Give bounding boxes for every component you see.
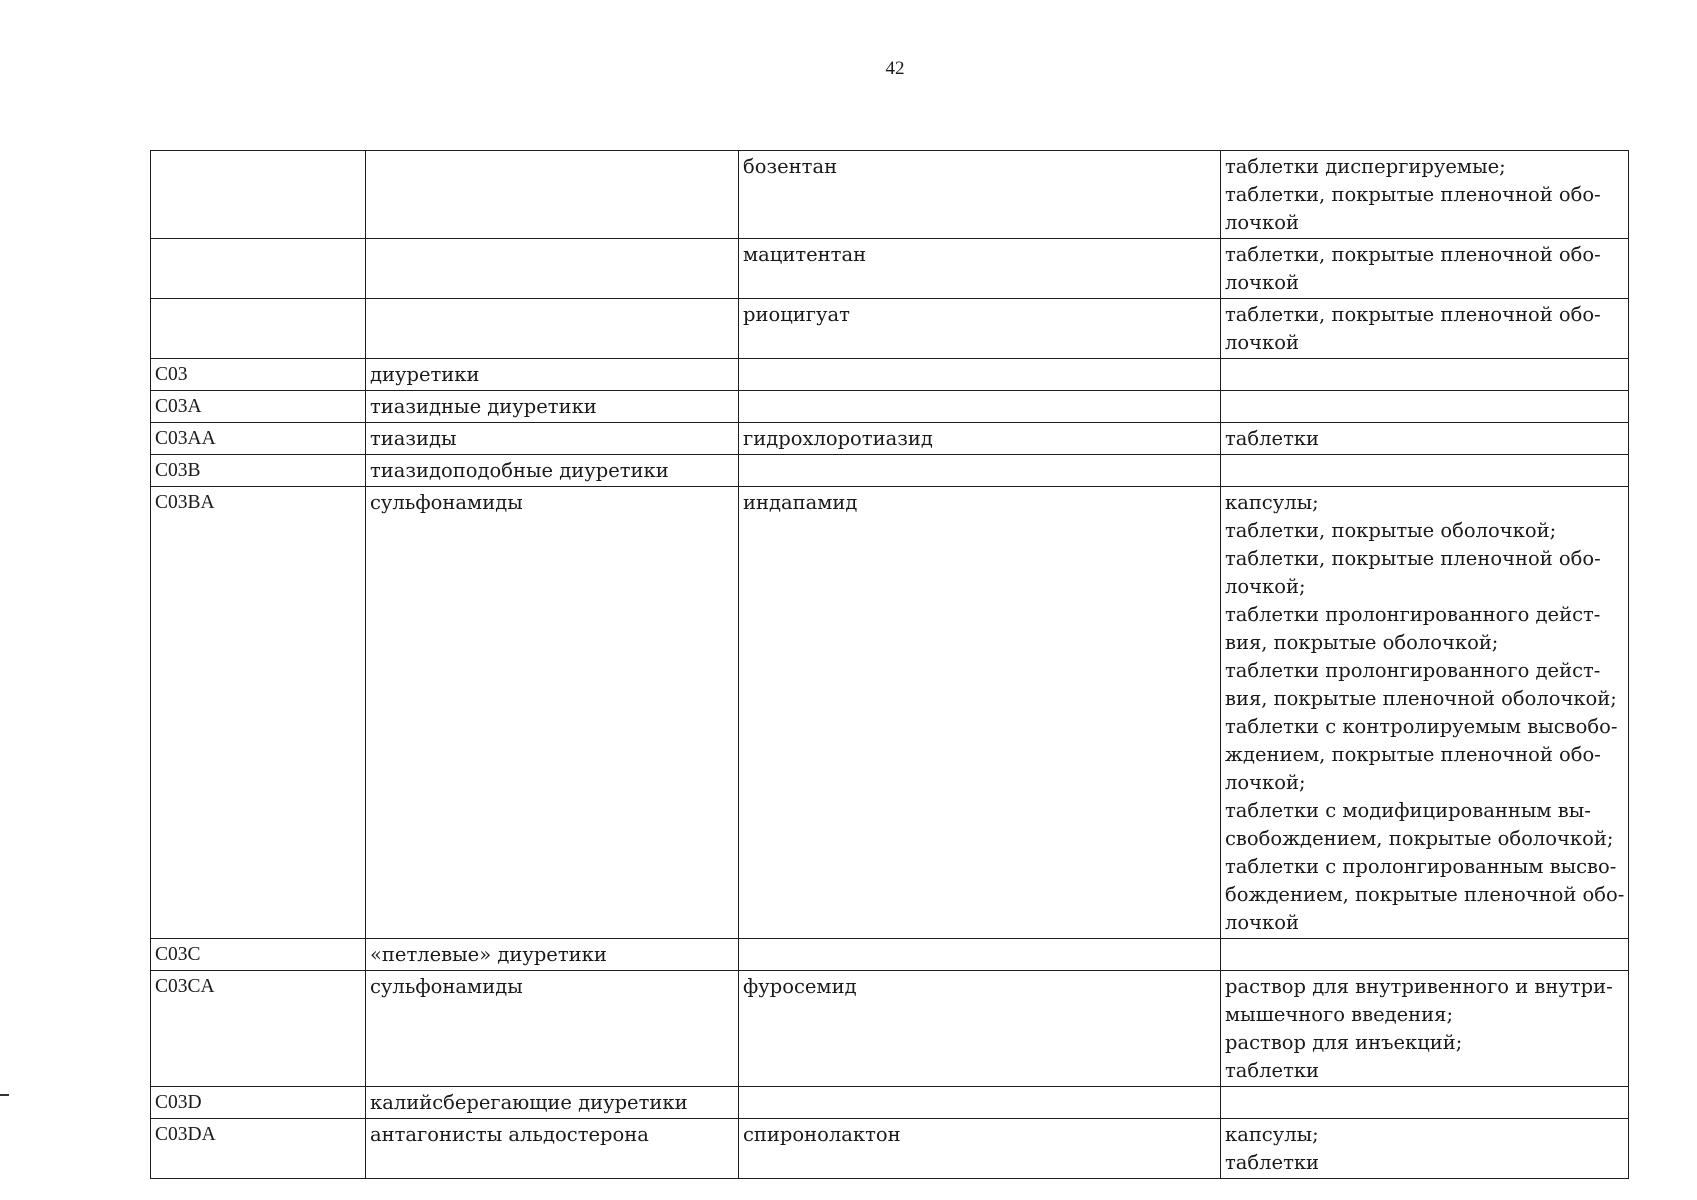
- table-row: [151, 487, 1629, 939]
- dosage-forms-cell: [1221, 1087, 1629, 1119]
- dosage-form-line: капсулы;: [1225, 491, 1319, 514]
- dosage-form-line: лочкой;: [1225, 771, 1306, 794]
- group-name-cell: сульфонамиды: [366, 971, 739, 1087]
- drug-name-cell: мацитентан: [739, 239, 1221, 299]
- table-row: [151, 299, 1629, 359]
- dosage-form-line: таблетки, покрытые пленочной обо-: [1225, 243, 1601, 266]
- dosage-forms-cell: [1221, 487, 1629, 939]
- dosage-form-line: таблетки с пролонгированным высво-: [1225, 855, 1617, 878]
- drug-name-cell: риоцигуат: [739, 299, 1221, 359]
- group-name-cell: антагонисты альдостерона: [366, 1119, 739, 1179]
- dosage-form-line: лочкой: [1225, 331, 1299, 354]
- table-row: [151, 1119, 1629, 1179]
- dosage-forms-cell: [1221, 239, 1629, 299]
- table-row: [151, 1087, 1629, 1119]
- dosage-form-line: таблетки пролонгированного дейст-: [1225, 603, 1601, 626]
- dosage-form-line: таблетки: [1225, 1059, 1320, 1082]
- margin-mark: [0, 1094, 9, 1096]
- dosage-form-line: мышечного введения;: [1225, 1003, 1454, 1026]
- dosage-forms-cell: [1221, 971, 1629, 1087]
- dosage-forms-cell: [1221, 391, 1629, 423]
- drug-name-cell: [739, 1087, 1221, 1119]
- page-number: 42: [885, 58, 905, 79]
- dosage-forms-cell: [1221, 299, 1629, 359]
- dosage-form-line: капсулы;: [1225, 1123, 1319, 1146]
- atc-code-cell: C03: [151, 359, 366, 391]
- group-name-cell: тиазидные диуретики: [366, 391, 739, 423]
- atc-code-cell: C03BA: [151, 487, 366, 939]
- drug-name-cell: [739, 391, 1221, 423]
- dosage-form-line: лочкой: [1225, 211, 1299, 234]
- dosage-form-line: таблетки, покрытые оболочкой;: [1225, 519, 1557, 542]
- atc-code-cell: C03C: [151, 939, 366, 971]
- group-name-cell: тиазидоподобные диуретики: [366, 455, 739, 487]
- group-name-cell: [366, 299, 739, 359]
- group-name-cell: тиазиды: [366, 423, 739, 455]
- table-row: [151, 151, 1629, 239]
- dosage-form-line: таблетки пролонгированного дейст-: [1225, 659, 1601, 682]
- dosage-form-line: таблетки, покрытые пленочной обо-: [1225, 547, 1601, 570]
- dosage-form-line: вия, покрытые оболочкой;: [1225, 631, 1499, 654]
- dosage-forms-cell: [1221, 423, 1629, 455]
- dosage-form-line: раствор для внутривенного и внутри-: [1225, 975, 1613, 998]
- dosage-form-line: таблетки с модифицированным вы-: [1225, 799, 1591, 822]
- drug-name-cell: [739, 359, 1221, 391]
- dosage-form-line: лочкой: [1225, 911, 1299, 934]
- table-row: [151, 391, 1629, 423]
- dosage-forms-cell: [1221, 939, 1629, 971]
- group-name-cell: [366, 239, 739, 299]
- dosage-form-line: ждением, покрытые пленочной обо-: [1225, 743, 1601, 766]
- dosage-form-line: таблетки, покрытые пленочной обо-: [1225, 303, 1601, 326]
- drug-name-cell: [739, 939, 1221, 971]
- group-name-cell: диуретики: [366, 359, 739, 391]
- table-row: [151, 239, 1629, 299]
- group-name-cell: «петлевые» диуретики: [366, 939, 739, 971]
- atc-code-cell: C03AA: [151, 423, 366, 455]
- atc-code-cell: [151, 239, 366, 299]
- atc-code-cell: C03B: [151, 455, 366, 487]
- drug-name-cell: [739, 455, 1221, 487]
- table-row: [151, 359, 1629, 391]
- atc-code-cell: C03D: [151, 1087, 366, 1119]
- table-row: [151, 971, 1629, 1087]
- dosage-form-line: лочкой: [1225, 271, 1299, 294]
- dosage-forms-cell: [1221, 359, 1629, 391]
- group-name-cell: [366, 151, 739, 239]
- dosage-form-line: лочкой;: [1225, 575, 1306, 598]
- dosage-form-line: свобождением, покрытые оболочкой;: [1225, 827, 1614, 850]
- group-name-cell: калийсберегающие диуретики: [366, 1087, 739, 1119]
- dosage-form-line: таблетки с контролируемым высвобо-: [1225, 715, 1618, 738]
- drug-name-cell: спиронолактон: [739, 1119, 1221, 1179]
- atc-code-cell: [151, 299, 366, 359]
- drug-name-cell: фуросемид: [739, 971, 1221, 1087]
- dosage-form-line: таблетки диспергируемые;: [1225, 155, 1506, 178]
- group-name-cell: сульфонамиды: [366, 487, 739, 939]
- drug-table: [150, 150, 1629, 1179]
- dosage-form-line: таблетки, покрытые пленочной обо-: [1225, 183, 1601, 206]
- dosage-forms-cell: [1221, 151, 1629, 239]
- drug-name-cell: бозентан: [739, 151, 1221, 239]
- dosage-forms-cell: [1221, 455, 1629, 487]
- dosage-form-line: раствор для инъекций;: [1225, 1031, 1463, 1054]
- atc-code-cell: C03A: [151, 391, 366, 423]
- drug-name-cell: индапамид: [739, 487, 1221, 939]
- dosage-form-line: бождением, покрытые пленочной обо-: [1225, 883, 1625, 906]
- atc-code-cell: C03DA: [151, 1119, 366, 1179]
- drug-name-cell: гидрохлоротиазид: [739, 423, 1221, 455]
- atc-code-cell: [151, 151, 366, 239]
- atc-code-cell: C03CA: [151, 971, 366, 1087]
- dosage-forms-cell: [1221, 1119, 1629, 1179]
- table-row: [151, 455, 1629, 487]
- dosage-form-line: таблетки: [1225, 1151, 1320, 1174]
- dosage-form-line: вия, покрытые пленочной оболочкой;: [1225, 687, 1617, 710]
- table-row: [151, 939, 1629, 971]
- table-row: [151, 423, 1629, 455]
- table-body: [151, 151, 1629, 1179]
- dosage-form-line: таблетки: [1225, 427, 1320, 450]
